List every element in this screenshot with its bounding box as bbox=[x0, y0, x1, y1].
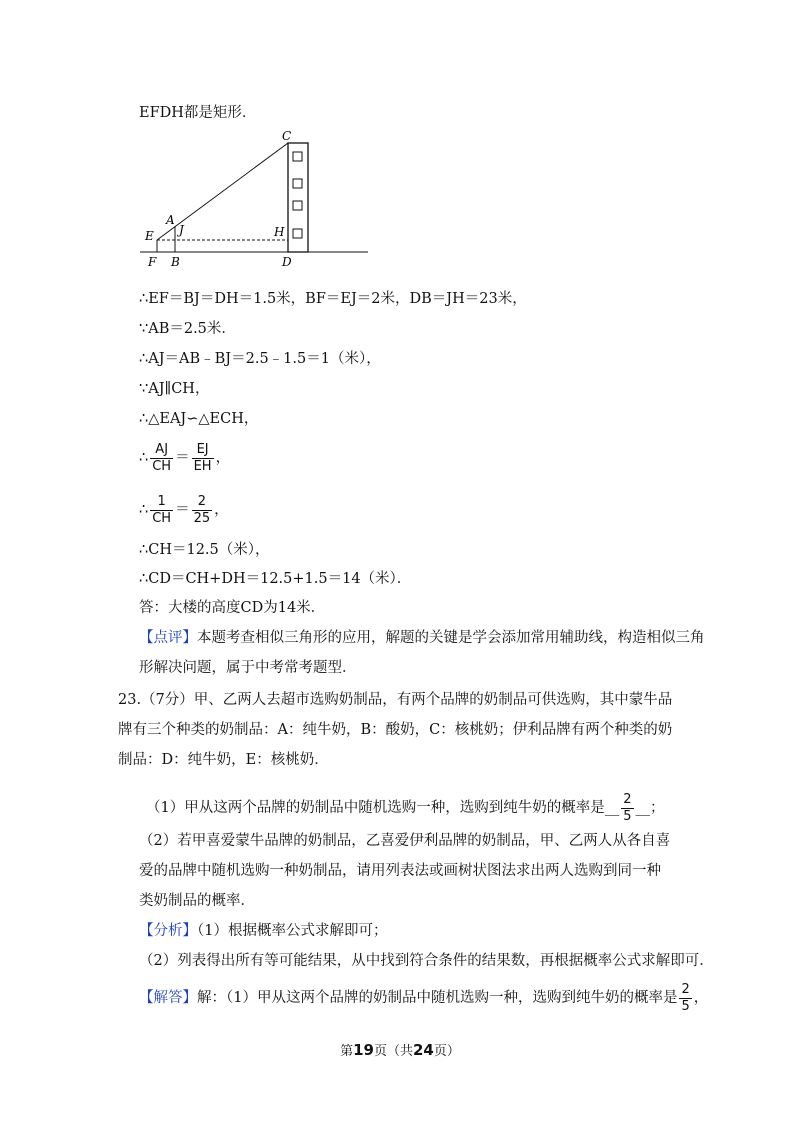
question-23-part1: （1）甲从这两个品牌的奶制品中随机选购一种，选购到纯牛奶的概率是__ $\frac{2}{5}$ __； bbox=[146, 791, 665, 824]
label-j: J bbox=[179, 223, 184, 237]
answer-tag: 【解答】 bbox=[139, 990, 197, 1006]
comment-tag: 【点评】 bbox=[139, 630, 197, 646]
page-footer: 第19页（共24页） bbox=[340, 1041, 460, 1059]
building-window bbox=[293, 179, 302, 188]
solution-line: ∵AB＝2.5米． bbox=[139, 321, 236, 337]
answer-fraction: $\frac{2}{5}$ bbox=[681, 981, 690, 1014]
building-window bbox=[293, 152, 302, 161]
fraction: $\frac{EJ}{EH}$ bbox=[193, 441, 212, 474]
building-window bbox=[293, 201, 302, 210]
label-e: E bbox=[145, 229, 154, 243]
comment-line: 【点评】本题考查相似三角形的应用，解题的关键是学会添加常用辅助线，构造相似三角 bbox=[139, 630, 705, 646]
analysis-tag: 【分析】 bbox=[139, 923, 197, 939]
label-b: B bbox=[171, 255, 180, 268]
building-window bbox=[293, 229, 302, 238]
label-h: H bbox=[274, 225, 285, 239]
solution-line: ∵AJ∥CH， bbox=[139, 381, 210, 397]
solution-line: ∴CH＝12.5（米）， bbox=[139, 542, 270, 558]
question-23-part2: （2）若甲喜爱蒙牛品牌的奶制品，乙喜爱伊利品牌的奶制品，甲、乙两人从各自喜爱的品牌中随机选购一种奶制品，请用列表法或画树状图法求出两人选购到同一种类奶制品的概率． bbox=[139, 833, 671, 909]
building bbox=[288, 143, 308, 252]
ratio-equation: ∴ $\frac{1}{CH}$ ＝ $\frac{2}{25}$ ， bbox=[139, 493, 229, 526]
solution-line: ∴CD＝CH+DH＝12.5+1.5＝14（米）． bbox=[139, 571, 412, 587]
ratio-equation: ∴ $\frac{AJ}{CH}$ ＝ $\frac{EJ}{EH}$ ， bbox=[139, 441, 231, 474]
rectangle-statement: EFDH都是矩形． bbox=[139, 105, 257, 121]
label-f: F bbox=[148, 255, 157, 268]
answer-line: 【解答】解：（1）甲从这两个品牌的奶制品中随机选购一种，选购到纯牛奶的概率是 $\frac{2}{5}$ ， bbox=[139, 981, 709, 1014]
comment-line: 形解决问题，属于中考常考题型． bbox=[139, 660, 357, 676]
total-pages: 24 bbox=[413, 1041, 434, 1059]
solution-line: ∴AJ＝AB﹣BJ＝2.5﹣1.5＝1（米）， bbox=[139, 351, 381, 367]
label-d: D bbox=[282, 255, 292, 268]
sight-line-ec bbox=[157, 143, 288, 240]
label-a: A bbox=[166, 213, 175, 227]
page-number: 19 bbox=[353, 1041, 374, 1059]
solution-line: ∴EF＝BJ＝DH＝1.5米，BF＝EJ＝2米，DB＝JH＝23米， bbox=[139, 291, 527, 307]
fraction: $\frac{1}{CH}$ bbox=[152, 493, 172, 526]
final-answer: 答：大楼的高度CD为14米． bbox=[139, 600, 326, 616]
geometry-figure bbox=[140, 128, 370, 268]
analysis-line: 【分析】（1）根据概率公式求解即可； bbox=[139, 923, 388, 939]
fraction: $\frac{2}{25}$ bbox=[193, 493, 211, 526]
analysis-line: （2）列表得出所有等可能结果，从中找到符合条件的结果数，再根据概率公式求解即可． bbox=[139, 953, 714, 969]
fraction: $\frac{AJ}{CH}$ bbox=[152, 441, 172, 474]
label-c: C bbox=[282, 129, 292, 143]
answer-fraction: $\frac{2}{5}$ bbox=[623, 791, 632, 824]
question-23: 23.（7分）甲、乙两人去超市选购奶制品，有两个品牌的奶制品可供选购，其中蒙牛品牌有三个种类的奶制品：A：纯牛奶，B：酸奶，C：核桃奶；伊利品牌有两个种类的奶制品：D：纯牛奶，E：核桃奶． bbox=[118, 692, 673, 768]
solution-line: ∴△EAJ∽△ECH， bbox=[139, 411, 259, 427]
